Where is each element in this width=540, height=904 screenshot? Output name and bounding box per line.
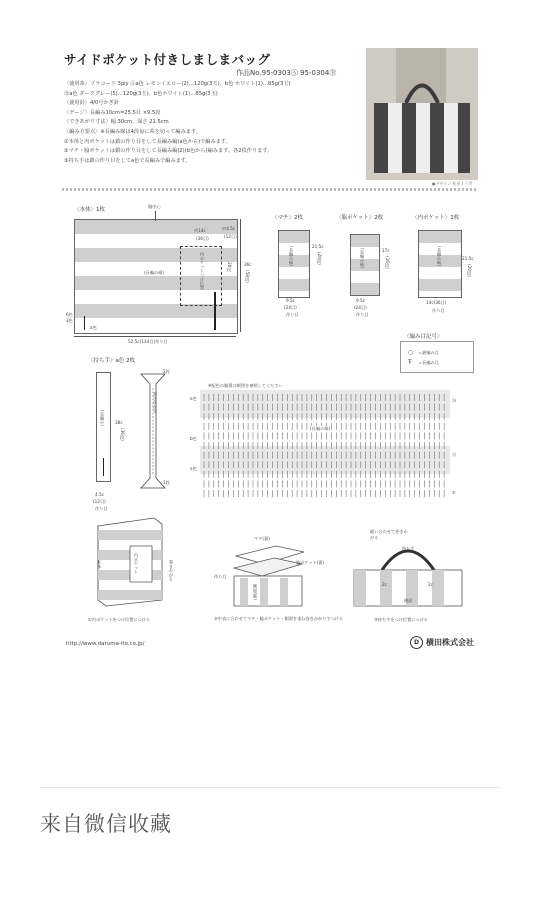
legend-dc: ＝長編み目 — [418, 360, 439, 365]
arrow-icon — [84, 316, 85, 330]
main-body-label: 〈本体〉1枚 — [74, 207, 105, 213]
wechat-collection-label: 来自微信收藏 — [40, 812, 172, 836]
inner-pocket-stitch: (長編み縞) — [437, 246, 442, 267]
main-stitch: (長編み縞) — [144, 270, 165, 275]
chain-symbol-icon: ○ — [408, 349, 414, 356]
side-pocket-panel — [350, 234, 380, 296]
width-line — [74, 336, 236, 337]
brand-name: 横田株式会社 — [426, 638, 474, 647]
inner-pocket-label: 〈内ポケット〉1枚 — [412, 215, 460, 221]
photo-credit: ●デザイン 松田すう世 — [432, 181, 473, 186]
legend-box — [400, 341, 474, 373]
meta-line: 〈使用糸〉プラコード 3ply Ⓐa色 レモンイエロー(2)…120g(3玉)、b色 ホワイト(1)…85g(3玉) — [64, 81, 291, 87]
step1-diagram — [92, 516, 168, 608]
handle-rows1: 1段 — [163, 480, 170, 485]
side-pocket-base: 作り目 — [356, 312, 369, 317]
materials-block — [64, 80, 364, 166]
side-pocket-height: 17c — [382, 248, 390, 253]
gusset-width2: (24目) — [284, 305, 297, 310]
gusset-panel — [278, 230, 310, 298]
dc-symbol-icon: Ŧ — [408, 359, 412, 366]
inner-pocket-base: 作り目 — [432, 308, 445, 313]
corner-size2: (12目) — [224, 234, 237, 239]
step3-handle: 持ち手 — [402, 546, 415, 551]
step3-side: 側面 — [404, 598, 413, 603]
step1-body: 本体 — [97, 560, 102, 569]
main-height: 36c — [244, 262, 252, 267]
chart-center: (長編み縞) — [310, 426, 331, 431]
main-width: 52.5c(134目)作り目 — [128, 339, 168, 344]
step2-gusset: マチ(裏) — [254, 536, 270, 541]
step2-diagram — [226, 536, 316, 608]
work-number: 作品No.95-0303Ⓐ 95-0304Ⓑ — [236, 69, 337, 77]
side-pocket-label: 〈脇ポケット〉2枚 — [336, 215, 384, 221]
handle-stitch: (長編み) — [100, 410, 105, 426]
stitch-chart — [200, 390, 450, 502]
step1-caption: ①内ポケットをつけ位置につける — [88, 617, 151, 622]
step2-caption: ②中表に合わせてマチ・脇ポケット・側面を重ね巻きかがりでつける — [214, 616, 344, 621]
handle-rows2: 2段 — [163, 369, 170, 374]
a-label: a色 — [90, 325, 97, 330]
arrow-icon — [103, 458, 104, 476]
main-height2: (58段) — [245, 270, 250, 283]
gusset-stitch: (長編み縞) — [289, 246, 294, 267]
handle-base: 作り目 — [95, 506, 108, 511]
side-pocket-height2: (16段) — [385, 256, 390, 269]
step2-sidepocket: 脇ポケット(裏) — [296, 560, 325, 565]
side-pocket-width: 9.5c — [356, 298, 365, 303]
gusset-width: 9.5c — [286, 298, 295, 303]
chart-r2: ⑫ — [452, 452, 457, 457]
step3-note: 縫い合わせて巻きかがる — [370, 529, 408, 540]
handle-fold-diagram — [138, 370, 168, 494]
main-rows: 20段 — [227, 262, 232, 272]
handle-label: 〈持ち手〉a色 2枚 — [88, 358, 136, 364]
website-url[interactable]: http://www.daruma-ito.co.jp/ — [66, 641, 145, 647]
chart-a1: a色 — [190, 396, 197, 401]
inner-pocket-height2: (20段) — [467, 264, 472, 277]
meta-line: 〈ゲージ〉長編み10cm=25.5目 ×9.5段 — [64, 109, 161, 116]
gusset-label: 〈マチ〉2枚 — [272, 215, 303, 221]
meta-line: Ⓑa色 ダークグレー(5)…120g(3玉)、b色ホワイト(1)…85g(3玉) — [64, 90, 218, 97]
b6-label: 6色 — [66, 312, 73, 317]
meta-line: ③持ち手は鎖の作り目をしてa色で長編みで編みます。 — [64, 157, 191, 164]
pocket-pos2: (36目) — [196, 236, 209, 241]
chart-a2: a色 — [190, 466, 197, 471]
b3-label: 3色 — [66, 318, 73, 323]
pocket-note: 内ポケットつけ位置 — [200, 252, 205, 290]
legend-title: 〈編み目記号〉 — [404, 334, 443, 340]
handle-height: 38c — [115, 420, 123, 425]
meta-line: ①本体と内ポケットは鎖の作り目をして長編み編(a色から)で編みます。 — [64, 138, 231, 145]
side-pocket-stitch: (長編み縞) — [360, 248, 365, 269]
step2-side: 側面(裏) — [253, 584, 258, 600]
step2-base: 作り目 — [214, 574, 227, 579]
handle-side-note: 巻きかがる — [153, 392, 158, 413]
legend-chain: ＝鎖編み目 — [418, 350, 439, 355]
step1-whip: 巻きかがる — [169, 560, 174, 581]
brand-mark-icon: D — [410, 636, 423, 649]
step3-2c-right: 2c — [428, 582, 433, 587]
side-pocket-width2: (24目) — [354, 305, 367, 310]
brand-logo — [410, 636, 474, 649]
handle-height2: (36段) — [120, 428, 125, 441]
gusset-base: 作り目 — [286, 312, 299, 317]
gusset-height2: (20段) — [317, 252, 322, 265]
pocket-pos: 約14c — [194, 228, 206, 233]
chart-r1: ⑳ — [452, 398, 457, 403]
step3-2c-left: 2c — [382, 582, 387, 587]
center-mark — [155, 211, 156, 221]
arrow-icon — [214, 292, 216, 330]
dotted-divider — [62, 188, 478, 191]
height-line — [240, 219, 241, 332]
meta-line: 〈使用針〉4/0号かぎ針 — [64, 100, 120, 107]
corner-size: 約4.5c — [222, 226, 236, 231]
handle-width2: (12目) — [93, 499, 106, 504]
meta-line: 〈編み方要点〉※長編み線は4段毎に糸を切って編みます。 — [64, 128, 201, 135]
gusset-height: 21.5c — [312, 244, 324, 249]
side-center-label: 脇中心 — [148, 204, 161, 209]
step3-caption: ③持ち手をつけ位置につける — [374, 617, 428, 622]
handle-width: 4.5c — [95, 492, 104, 497]
chart-note: ※配色の順番は制図を参照してください — [208, 383, 283, 388]
separator — [40, 787, 500, 788]
meta-line: ②マチ・脇ポケットは鎖の作り目をして長編み編(2)(b色から)編みます。各2枚作ります。 — [64, 148, 273, 155]
page-title: サイドポケット付きしましまバッグ — [64, 52, 271, 67]
bag-photo — [366, 48, 478, 180]
meta-line: 〈できあがり寸法〉幅 30cm、深さ 21.5cm — [64, 119, 169, 126]
inner-pocket-height: 21.5c — [462, 256, 474, 261]
chart-r3: ① — [452, 490, 456, 495]
inner-pocket-width: 14c(36目) — [426, 300, 447, 305]
chart-b1: b色 — [190, 436, 197, 441]
step1-pocket: 内ポケット — [134, 553, 139, 574]
